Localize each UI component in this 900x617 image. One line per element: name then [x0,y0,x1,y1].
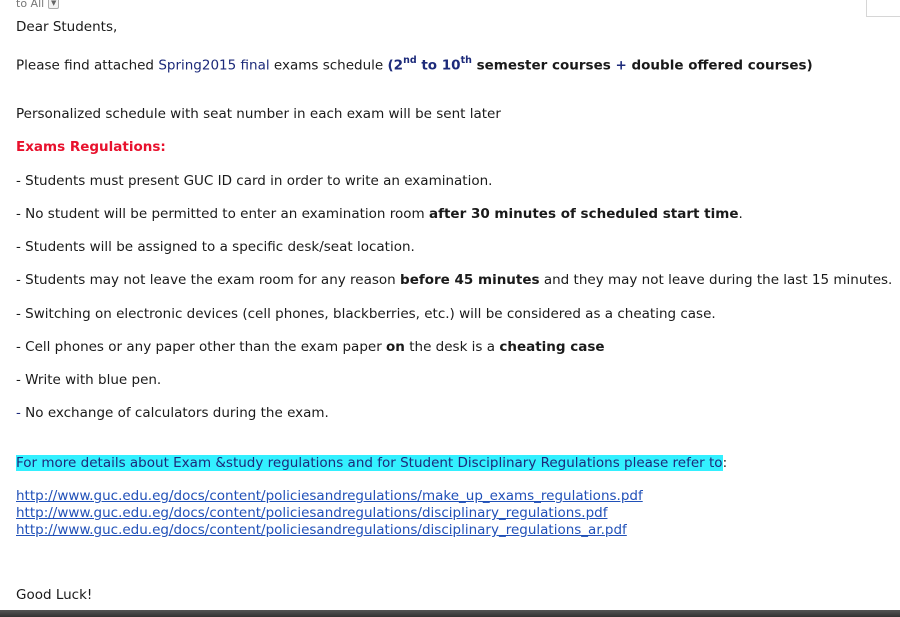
to-all-label: to All [16,0,45,10]
window-corner [866,0,900,17]
rule-calculators: - No exchange of calculators during the exam. [16,405,329,421]
rule-devices: - Switching on electronic devices (cell phones, blackberries, etc.) will be considered as a cheating case. [16,306,716,322]
link-makeup-exams[interactable]: http://www.guc.edu.eg/docs/content/policiesandregulations/make_up_exams_regulations.pdf [16,488,643,504]
greeting: Dear Students, [16,19,118,35]
closing: Good Luck! [16,587,93,603]
rule-leaving: - Students may not leave the exam room for any reason before 45 minutes and they may not leave during the last 15 minutes. [16,272,893,288]
rule-late-entry: - No student will be permitted to enter an examination room after 30 minutes of scheduled start time. [16,206,743,222]
intro-paragraph: Please find attached Spring2015 final exams schedule (2nd to 10th semester courses + double offered courses) [16,55,813,74]
semester-label: Spring2015 final [158,57,270,74]
rule-seat: - Students will be assigned to a specific desk/seat location. [16,239,415,255]
bottom-edge [0,610,900,617]
chevron-down-icon[interactable]: ▼ [48,0,59,9]
rule-id-card: - Students must present GUC ID card in order to write an examination. [16,173,493,189]
rule-paper: - Cell phones or any paper other than the exam paper on the desk is a cheating case [16,339,605,355]
details-highlight: For more details about Exam &study regulations and for Student Disciplinary Regulations please refer to [16,455,723,471]
link-disciplinary-ar[interactable]: http://www.guc.edu.eg/docs/content/policiesandregulations/disciplinary_regulations_ar.pdf [16,522,627,538]
rule-pen: - Write with blue pen. [16,372,162,388]
regulation-links [16,488,643,539]
personalized-note: Personalized schedule with seat number in each exam will be sent later [16,106,501,122]
link-disciplinary[interactable]: http://www.guc.edu.eg/docs/content/policiesandregulations/disciplinary_regulations.pdf [16,505,608,521]
details-note: For more details about Exam &study regulations and for Student Disciplinary Regulations please refer to: [16,455,728,471]
regulations-heading: Exams Regulations: [16,139,166,155]
recipient-bar [0,0,900,12]
to-all-control[interactable] [16,0,59,10]
